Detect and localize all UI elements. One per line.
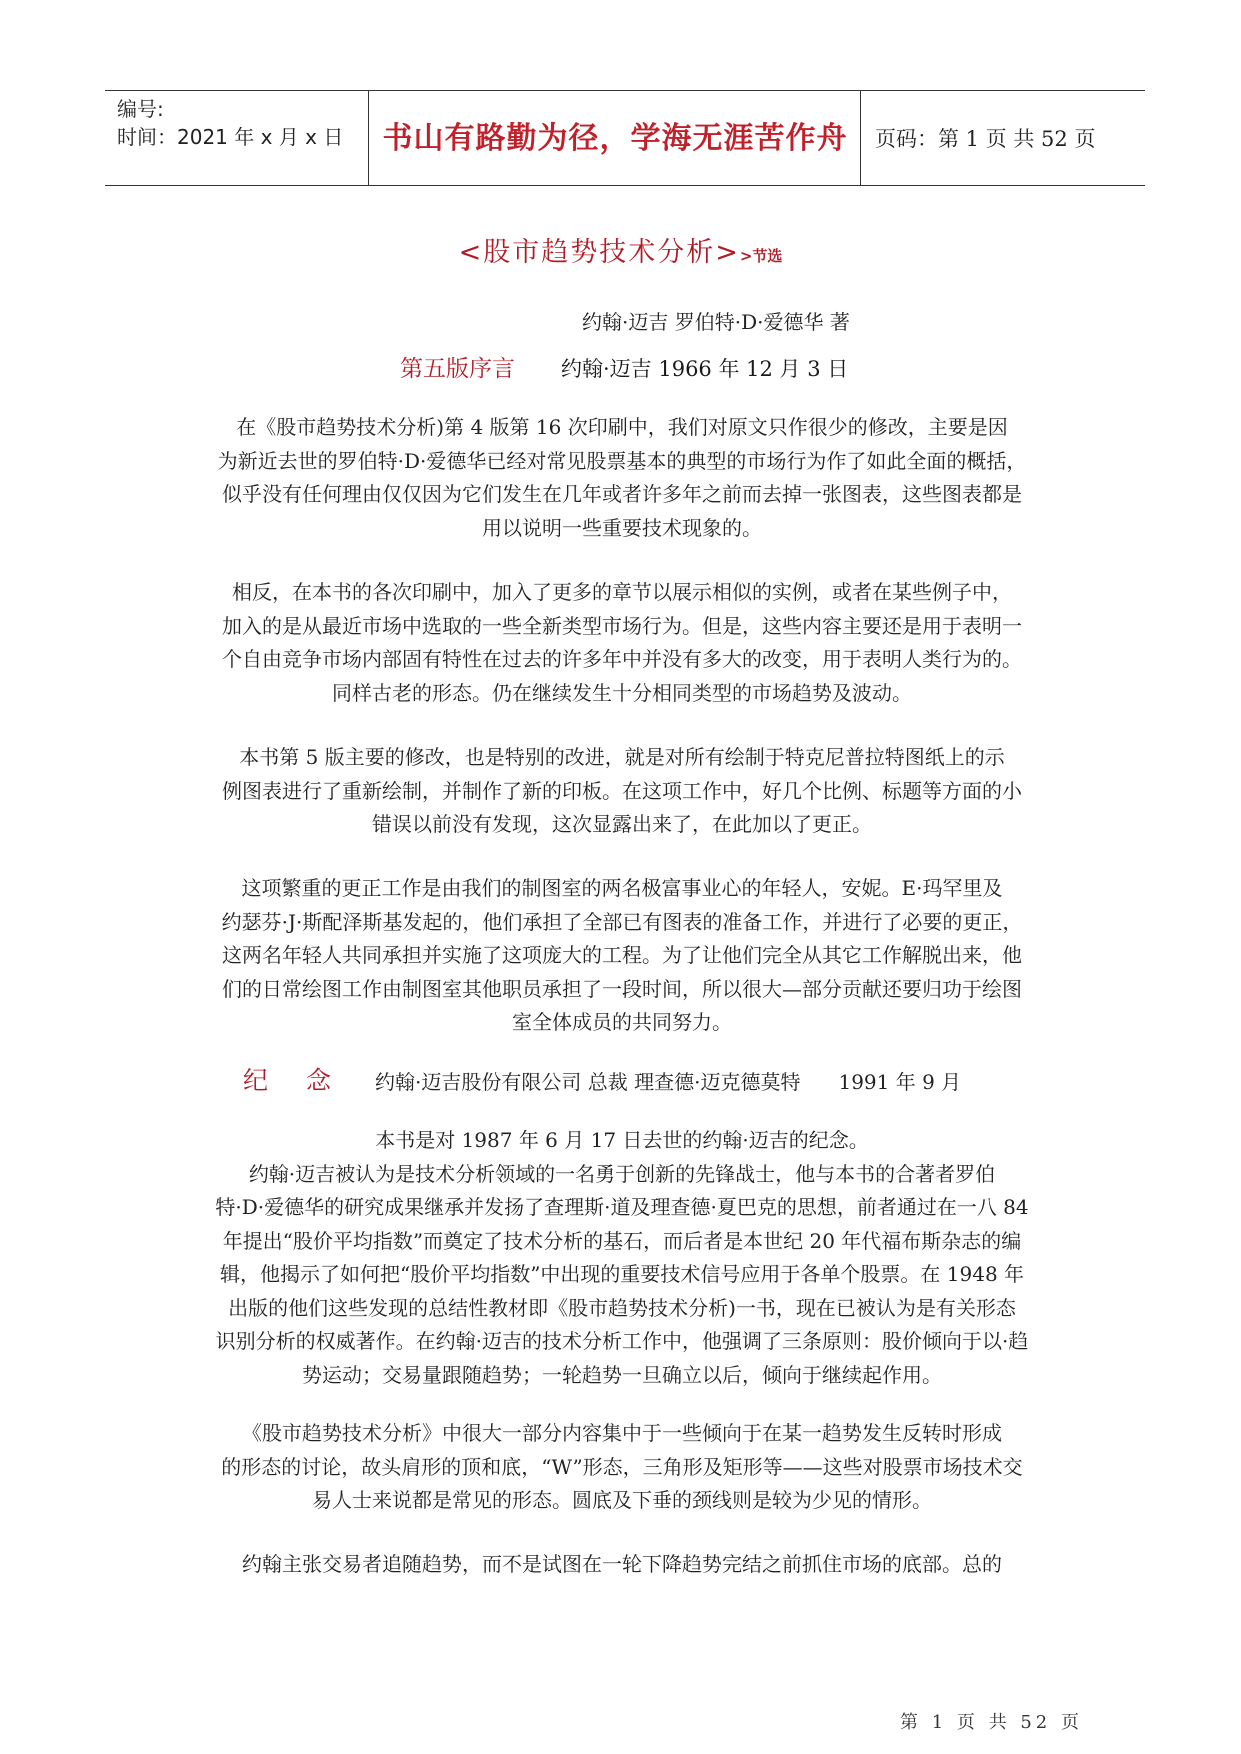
paragraph-line: 易人士来说都是常见的形态。圆底及下垂的颈线则是较为少见的情形。 (312, 1488, 932, 1512)
paragraph-line: 势运动；交易量跟随趋势；一轮趋势一旦确立以后，倾向于继续起作用。 (302, 1362, 942, 1387)
paragraph (187, 741, 1057, 842)
title-main: <股市趋势技术分析> (458, 237, 740, 268)
document-title (0, 230, 1241, 269)
paragraph-line: 错误以前没有发现，这次显露出来了，在此加以了更正。 (372, 812, 872, 836)
paragraph-line: 的形态的讨论，故头肩形的顶和底，“W”形态，三角形及矩形等——这些对股票市场技术交 (221, 1454, 1023, 1479)
paragraph-line: 约翰主张交易者追随趋势，而不是试图在一轮下降趋势完结之前抓住市场的底部。总的 (242, 1552, 1002, 1576)
paragraph-line: 出版的他们这些发现的总结性教材即《股市趋势技术分析)一书，现在已被认为是有关形态 (228, 1295, 1016, 1320)
paragraph-line: 例图表进行了重新绘制，并制作了新的印板。在这项工作中，好几个比例、标题等方面的小 (222, 778, 1022, 803)
header-divider (860, 91, 861, 185)
paragraph-line: 这项繁重的更正工作是由我们的制图室的两名极富事业心的年轻人，安妮。E·玛罕里及 (241, 876, 1003, 900)
paragraph-line: 为新近去世的罗伯特·D·爱德华已经对常见股票基本的典型的市场行为作了如此全面的概括， (217, 448, 1027, 473)
authors-line: 约翰·迈吉 罗伯特·D·爱德华 著 (582, 310, 850, 334)
paragraph-line: 在《股市趋势技术分析)第 4 版第 16 次印刷中，我们对原文只作很少的修改，主要是因 (236, 415, 1008, 439)
paragraph-line: 似乎没有任何理由仅仅因为它们发生在几年或者许多年之前而去掉一张图表，这些图表都是 (222, 482, 1022, 506)
paragraph-line: 加入的是从最近市场中选取的一些全新类型市场行为。但是，这些内容主要还是用于表明一 (222, 613, 1022, 638)
paragraph (187, 872, 1057, 1040)
preface-byline: 约翰·迈吉 1966 年 12 月 3 日 (561, 357, 849, 381)
preface-heading: 第五版序言 (400, 356, 515, 382)
paragraph-line: 室全体成员的共同努力。 (512, 1010, 732, 1034)
paragraph (187, 411, 1057, 545)
paragraph-line: 同样古老的形态。仍在继续发生十分相同类型的市场趋势及波动。 (332, 680, 912, 705)
header-meta (117, 95, 367, 151)
title-sub: >节选 (739, 247, 783, 265)
memorial-heading-line (243, 1061, 961, 1097)
paragraph-line: 识别分析的权威著作。在约翰·迈吉的技术分析工作中，他强调了三条原则：股价倾向于以·趋 (215, 1329, 1029, 1353)
paragraph-line: 相反，在本书的各次印刷中，加入了更多的章节以展示相似的实例，或者在某些例子中， (232, 580, 1012, 604)
memorial-label-1: 纪 (243, 1066, 269, 1095)
paragraph-line: 《股市趋势技术分析》中很大一部分内容集中于一些倾向于在某一趋势发生反转时形成 (242, 1421, 1002, 1445)
paragraph-line: 辑，他揭示了如何把“股价平均指数”中出现的重要技术信号应用于各单个股票。在 1948 年 (219, 1262, 1025, 1286)
paragraph (187, 576, 1057, 710)
memorial-text: 约翰·迈吉股份有限公司 总裁 理查德·迈克德莫特 (375, 1070, 801, 1094)
header-motto: 书山有路勤为径，学海无涯苦作舟 (382, 121, 848, 156)
page-header (105, 90, 1145, 186)
paragraph-line: 这两名年轻人共同承担并实施了这项庞大的工程。为了让他们完全从其它工作解脱出来，他 (222, 943, 1022, 967)
paragraph-line: 年提出“股价平均指数”而奠定了技术分析的基石，而后者是本世纪 20 年代福布斯杂志的编 (222, 1228, 1022, 1253)
memorial-label-2: 念 (306, 1066, 332, 1095)
paragraph-line: 个自由竞争市场内部固有特性在过去的许多年中并没有多大的改变，用于表明人类行为的。 (222, 647, 1022, 671)
paragraph-line: 们的日常绘图工作由制图室其他职员承担了一段时间，所以很大—部分贡献还要归功于绘图 (222, 976, 1022, 1001)
paragraph-line: 约翰·迈吉被认为是技术分析领域的一名勇于创新的先锋战士，他与本书的合著者罗伯 (248, 1161, 996, 1186)
paragraph-line: 特·D·爱德华的研究成果继承并发扬了查理斯·道及理查德·夏巴克的思想，前者通过在一八 84 (215, 1195, 1029, 1219)
paragraph-line: 用以说明一些重要技术现象的。 (482, 515, 762, 540)
header-number-label: 编号: (117, 97, 164, 121)
paragraph-line: 本书是对 1987 年 6 月 17 日去世的约翰·迈吉的纪念。 (375, 1128, 869, 1152)
header-divider (368, 91, 369, 185)
header-page-info: 页码：第 1 页 共 52 页 (875, 127, 1096, 151)
paragraph-line: 约瑟芬·J·斯配泽斯基发起的，他们承担了全部已有图表的准备工作，并进行了必要的更正， (221, 909, 1023, 934)
header-time-label: 时间：2021 年 x 月 x 日 (117, 125, 344, 149)
paragraph (187, 1124, 1057, 1392)
paragraph-line: 本书第 5 版主要的修改，也是特别的改进，就是对所有绘制于特克尼普拉特图纸上的示 (239, 745, 1005, 769)
paragraph (187, 1548, 1057, 1582)
page-footer: 第 1 页 共 52 页 (900, 1712, 1083, 1733)
memorial-date: 1991 年 9 月 (838, 1070, 962, 1094)
preface-heading-line (400, 350, 848, 383)
paragraph (187, 1417, 1057, 1518)
